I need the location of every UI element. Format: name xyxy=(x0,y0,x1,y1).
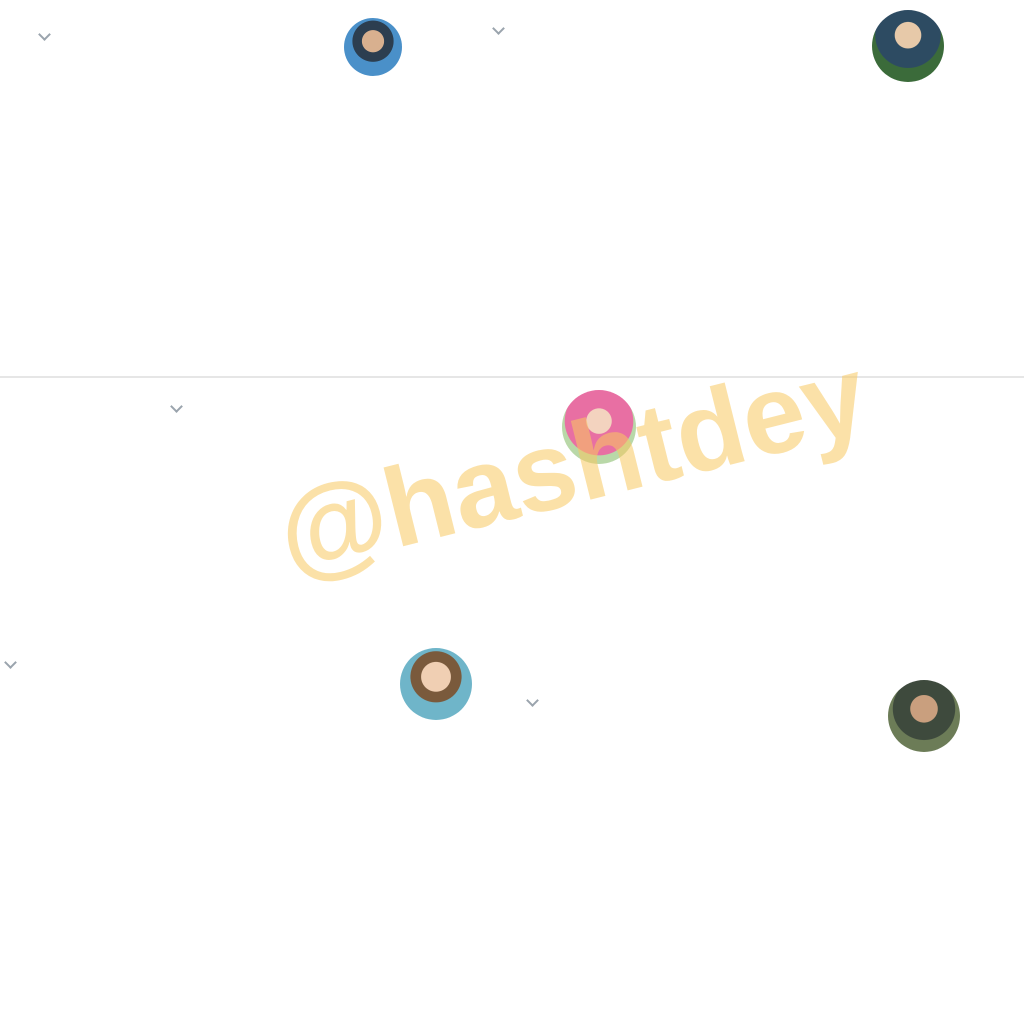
chevron-down-icon[interactable] xyxy=(38,28,51,41)
avatar[interactable] xyxy=(344,18,402,76)
divider xyxy=(0,376,1024,378)
chevron-down-icon[interactable] xyxy=(526,694,539,707)
avatar[interactable] xyxy=(872,10,944,82)
chevron-down-icon[interactable] xyxy=(4,656,17,669)
avatar[interactable] xyxy=(888,680,960,752)
avatar[interactable] xyxy=(562,390,636,464)
chevron-down-icon[interactable] xyxy=(492,22,505,35)
watermark: @hashtdey xyxy=(265,331,879,598)
avatar[interactable] xyxy=(400,648,472,720)
chevron-down-icon[interactable] xyxy=(170,400,183,413)
